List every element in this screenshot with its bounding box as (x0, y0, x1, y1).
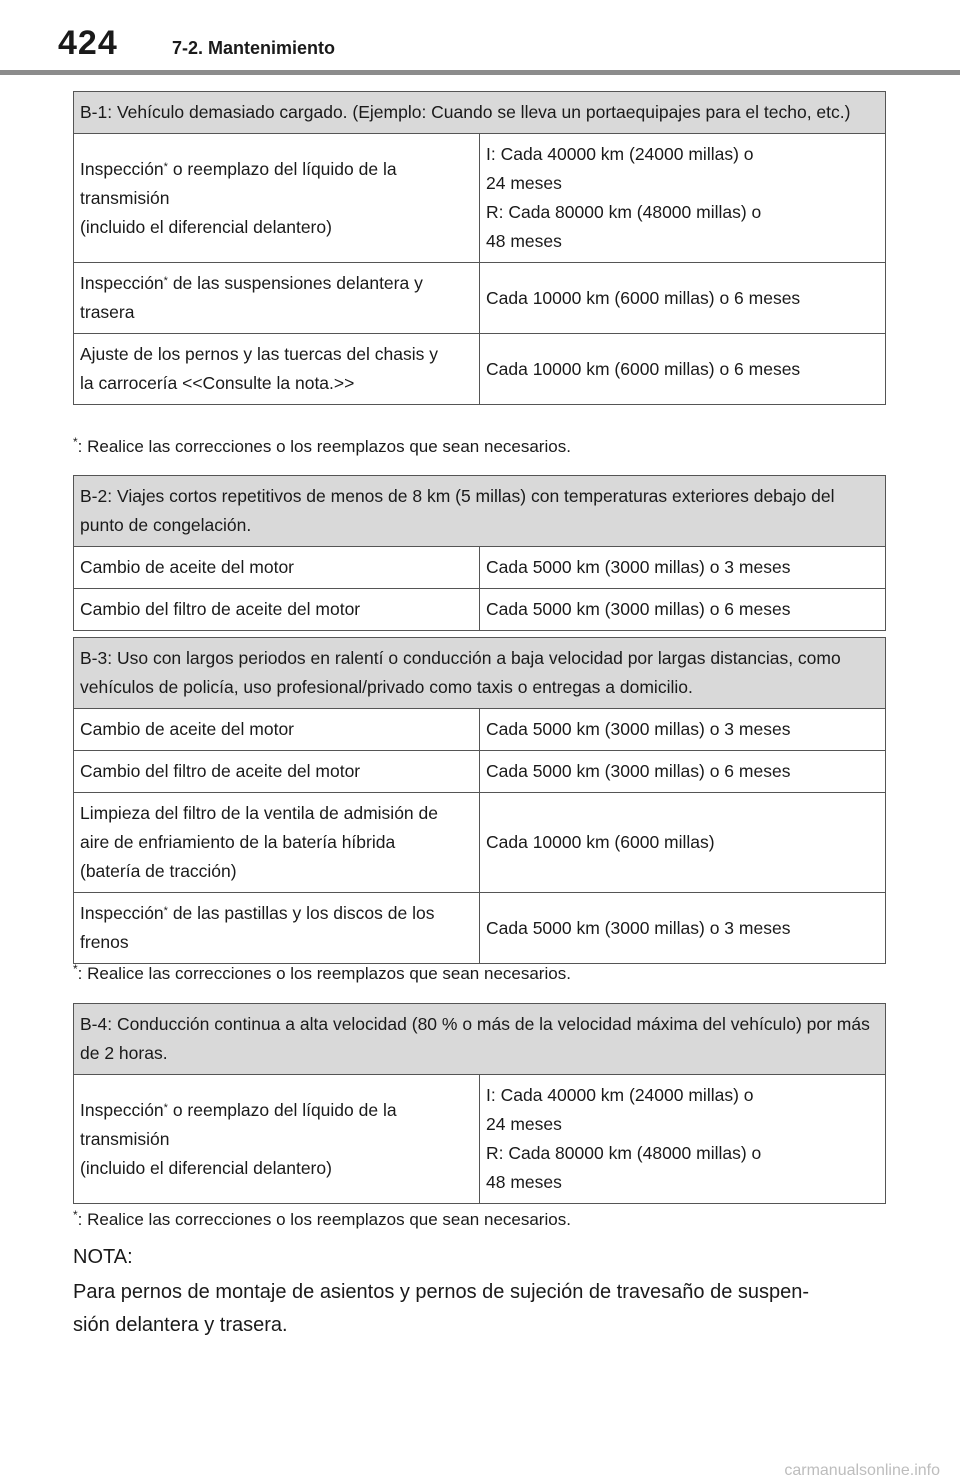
asterisk: * (163, 275, 168, 287)
row-item: Cambio de aceite del motor (74, 547, 480, 589)
table-row (74, 334, 886, 405)
table-row (74, 751, 886, 793)
asterisk: * (163, 905, 168, 917)
page-header (0, 0, 960, 76)
table-title: B-3: Uso con largos periodos en ralentí o conducción a baja velocidad por largas distancias, como vehículos de policía, uso profesional/privado como taxis o entregas a domicilio. (74, 638, 886, 709)
header-divider (0, 70, 960, 75)
row-item: Ajuste de los pernos y las tuercas del chasis y la carrocería <<Consulte la nota.>> (74, 334, 480, 405)
row-item: Inspección* de las suspensiones delantera y trasera (74, 263, 480, 334)
table-row (74, 263, 886, 334)
row-value: Cada 5000 km (3000 millas) o 6 meses (480, 589, 886, 631)
table-title: B-4: Conducción continua a alta velocidad (80 % o más de la velocidad máxima del vehículo) por más de 2 horas. (74, 1004, 886, 1075)
nota-title: NOTA: (73, 1246, 133, 1268)
footnote: *: Realice las correcciones o los reemplazos que sean necesarios. (73, 1208, 571, 1229)
row-item: Inspección* o reemplazo del líquido de la transmisión (incluido el diferencial delantero) (74, 1075, 480, 1204)
table-row (74, 893, 886, 964)
nota-text: Para pernos de montaje de asientos y pernos de sujeción de travesaño de suspen- sión delantera y trasera. (73, 1281, 810, 1336)
table-row (74, 589, 886, 631)
row-value: I: Cada 40000 km (24000 millas) o 24 meses R: Cada 80000 km (48000 millas) o 48 meses (480, 1075, 886, 1204)
maintenance-table-b2 (73, 475, 886, 631)
maintenance-table-b1 (73, 91, 886, 405)
row-item: Cambio de aceite del motor (74, 709, 480, 751)
row-item: Inspección* de las pastillas y los discos de los frenos (74, 893, 480, 964)
row-item: Inspección* o reemplazo del líquido de la transmisión (incluido el diferencial delantero) (74, 134, 480, 263)
table-row (74, 793, 886, 893)
row-value: Cada 10000 km (6000 millas) (480, 793, 886, 893)
footnote: *: Realice las correcciones o los reemplazos que sean necesarios. (73, 435, 571, 456)
row-value: Cada 5000 km (3000 millas) o 3 meses (480, 547, 886, 589)
table-title: B-1: Vehículo demasiado cargado. (Ejemplo: Cuando se lleva un portaequipajes para el techo, etc.) (74, 92, 886, 134)
maintenance-table-b4 (73, 1003, 886, 1204)
row-value: Cada 10000 km (6000 millas) o 6 meses (480, 263, 886, 334)
table-row (74, 134, 886, 263)
section-title: 7-2. Mantenimiento (172, 38, 336, 58)
table-row (74, 547, 886, 589)
row-item: Limpieza del filtro de la ventila de admisión de aire de enfriamiento de la batería híbrida (batería de tracción) (74, 793, 480, 893)
asterisk: * (163, 160, 168, 173)
watermark: carmanualsonline.info (784, 1462, 940, 1479)
row-value: Cada 5000 km (3000 millas) o 3 meses (480, 709, 886, 751)
table-row (74, 709, 886, 751)
row-item: Cambio del filtro de aceite del motor (74, 751, 480, 793)
row-value: Cada 5000 km (3000 millas) o 3 meses (480, 893, 886, 964)
asterisk: * (163, 1101, 168, 1114)
page-number: 424 (58, 24, 118, 62)
table-title: B-2: Viajes cortos repetitivos de menos de 8 km (5 millas) con temperaturas exteriores debajo del punto de congelación. (74, 476, 886, 547)
maintenance-table-b3 (73, 637, 886, 964)
row-value: I: Cada 40000 km (24000 millas) o 24 meses R: Cada 80000 km (48000 millas) o 48 meses (480, 134, 886, 263)
row-value: Cada 5000 km (3000 millas) o 6 meses (480, 751, 886, 793)
row-value: Cada 10000 km (6000 millas) o 6 meses (480, 334, 886, 405)
footnote: *: Realice las correcciones o los reemplazos que sean necesarios. (73, 962, 571, 983)
table-row (74, 1075, 886, 1204)
row-item: Cambio del filtro de aceite del motor (74, 589, 480, 631)
